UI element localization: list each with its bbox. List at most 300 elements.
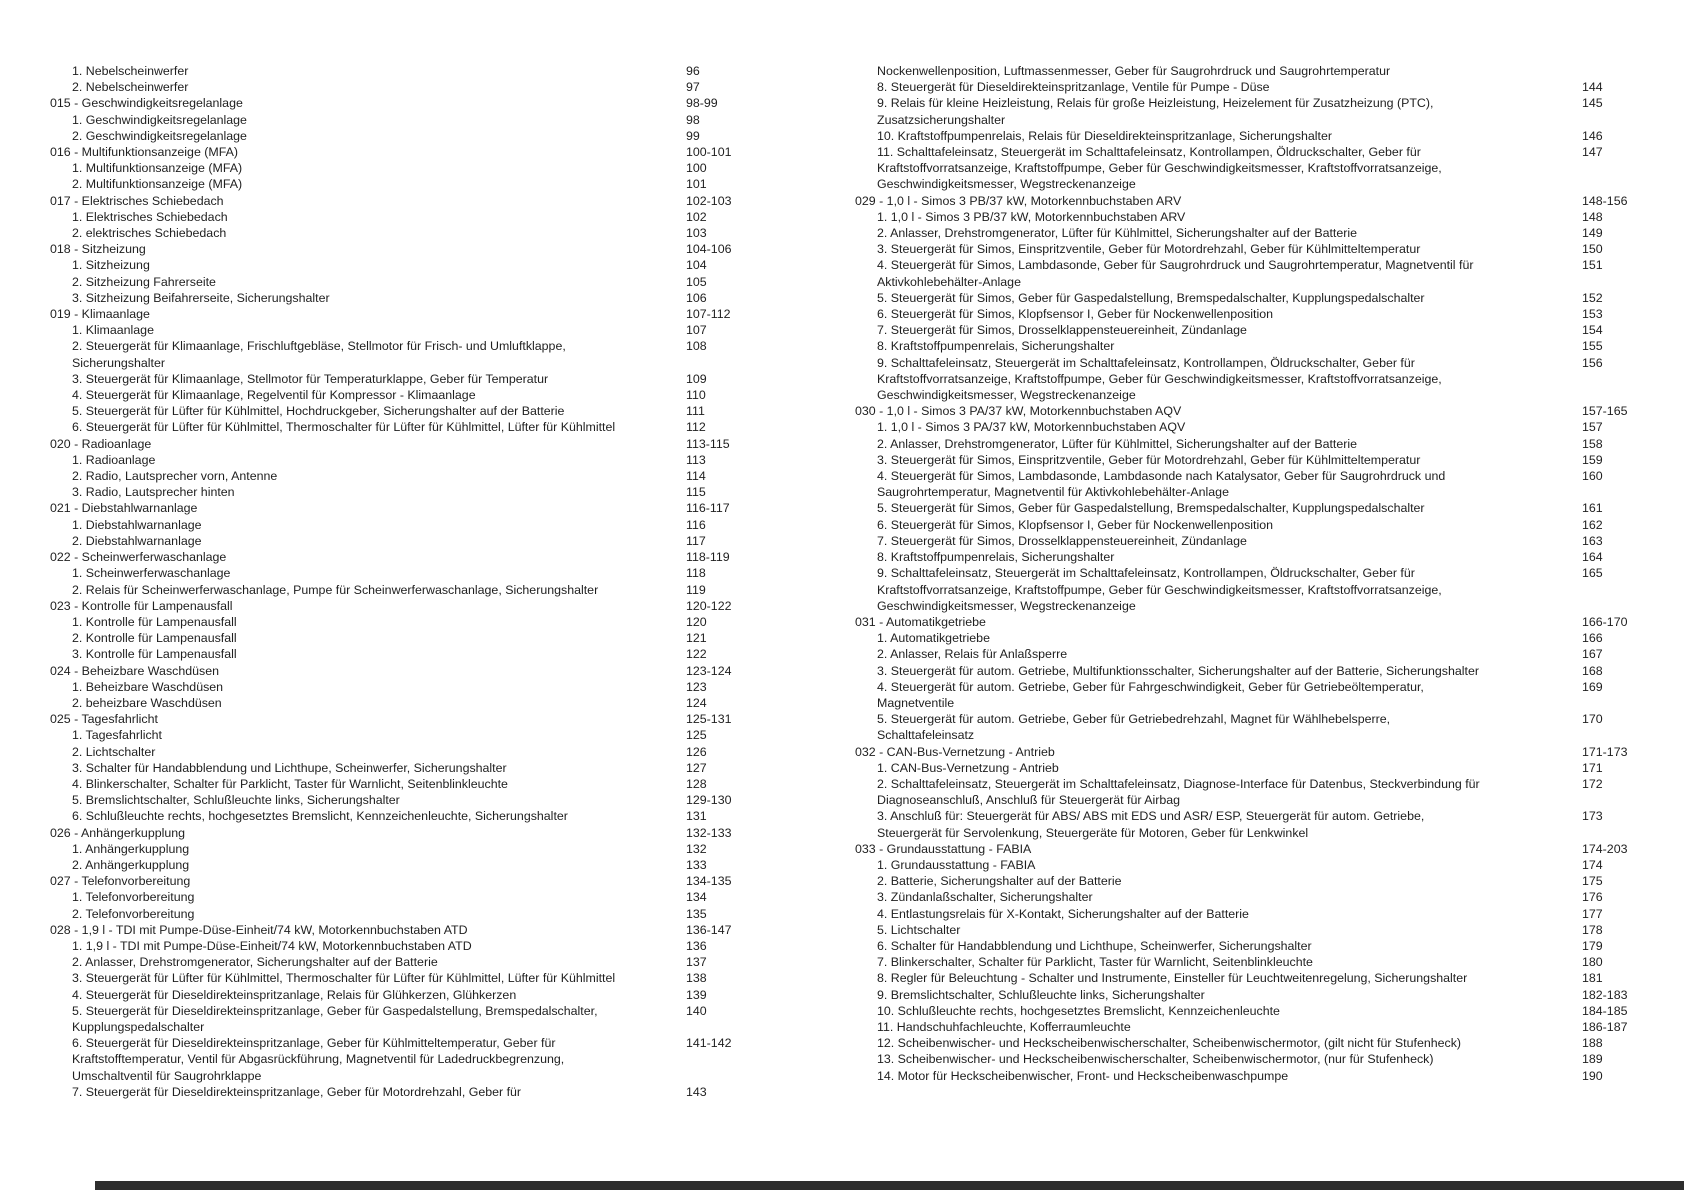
toc-entry (855, 679, 1655, 711)
entry-text: 2. Nebelscheinwerfer (72, 80, 189, 95)
entry-page-number: 118-119 (686, 550, 730, 565)
toc-entry (50, 257, 790, 273)
toc-column-left (50, 63, 790, 1100)
entry-text: 2. Multifunktionsanzeige (MFA) (72, 177, 243, 192)
entry-page-number: 147 (1582, 145, 1603, 160)
entry-text: 1. 1,0 l - Simos 3 PA/37 kW, Motorkennbuchstaben AQV (877, 420, 1186, 435)
entry-text: 7. Steuergerät für Simos, Drosselklappensteuereinheit, Zündanlage (877, 323, 1247, 338)
toc-entry (50, 630, 790, 646)
entry-page-number: 100 (686, 161, 707, 176)
toc-entry (855, 63, 1655, 79)
toc-entry (50, 679, 790, 695)
entry-page-number: 102 (686, 209, 707, 224)
entry-page-number: 128 (686, 776, 707, 791)
toc-entry (855, 436, 1655, 452)
entry-page-number: 119 (686, 582, 706, 597)
entry-page-number: 179 (1582, 938, 1603, 953)
entry-text: 1. Nebelscheinwerfer (72, 64, 189, 78)
toc-entry (50, 889, 790, 905)
entry-text: 13. Scheibenwischer- und Heckscheibenwischerschalter, Scheibenwischermotor, (nur für Stufenheck) (877, 1052, 1434, 1067)
toc-entry (50, 922, 790, 938)
entry-page-number: 166 (1582, 631, 1603, 646)
entry-text: 1. Beheizbare Waschdüsen (72, 679, 224, 694)
entry-page-number: 189 (1582, 1052, 1603, 1067)
entry-text: 3. Steuergerät für Klimaanlage, Stellmotor für Temperaturklappe, Geber für Temperatur (72, 371, 549, 386)
entry-text: 3. Schalter für Handabblendung und Lichthupe, Scheinwerfer, Sicherungshalter (72, 760, 507, 775)
entry-text: 029 - 1,0 l - Simos 3 PB/37 kW, Motorkennbuchstaben ARV (855, 193, 1182, 208)
toc-entry (50, 582, 790, 598)
entry-page-number: 104-106 (686, 242, 732, 257)
toc-entry (855, 922, 1655, 938)
toc-entry (855, 257, 1655, 289)
entry-page-number: 143 (686, 1084, 707, 1099)
entry-page-number: 171 (1582, 760, 1603, 775)
entry-page-number: 171-173 (1582, 744, 1628, 759)
toc-entry (855, 938, 1655, 954)
toc-entry (50, 95, 790, 111)
entry-text: 8. Steuergerät für Dieseldirekteinspritzanlage, Ventile für Pumpe - Düse (877, 80, 1270, 95)
entry-text: 020 - Radioanlage (50, 436, 152, 451)
entry-text: 5. Lichtschalter (877, 922, 961, 937)
toc-entry (50, 419, 790, 435)
entry-page-number: 176 (1582, 890, 1603, 905)
toc-entry (50, 128, 790, 144)
toc-entry (50, 857, 790, 873)
entry-page-number: 99 (686, 128, 700, 143)
toc-entry (50, 873, 790, 889)
entry-text: 2. Batterie, Sicherungshalter auf der Batterie (877, 874, 1122, 889)
toc-entry (855, 808, 1655, 840)
next-page-edge-bar (95, 1181, 1684, 1190)
toc-entry (50, 176, 790, 192)
entry-text: 018 - Sitzheizung (50, 242, 146, 257)
entry-text: 4. Steuergerät für Dieseldirekteinspritzanlage, Relais für Glühkerzen, Glühkerzen (72, 987, 517, 1002)
toc-entry (855, 744, 1655, 760)
entry-text: 016 - Multifunktionsanzeige (MFA) (50, 145, 239, 160)
entry-text: 1. Sitzheizung (72, 258, 150, 273)
entry-text: 3. Steuergerät für Simos, Einspritzventile, Geber für Motordrehzahl, Geber für Kühlmitteltemperatur (877, 452, 1421, 467)
entry-text: 14. Motor für Heckscheibenwischer, Front- und Heckscheibenwaschpumpe (877, 1068, 1289, 1083)
entry-text: 6. Steuergerät für Dieseldirekteinspritzanlage, Geber für Kühlmitteltemperatur, Geber für Kraftstofftemperatur, Ventil für Abgasrückführung, Magnetventil für Ladedruckbegrenzung, Umschaltventil für Saugrohrklappe (72, 1036, 565, 1083)
toc-entry (50, 792, 790, 808)
toc-entry (50, 517, 790, 533)
entry-text: 030 - 1,0 l - Simos 3 PA/37 kW, Motorkennbuchstaben AQV (855, 404, 1182, 419)
entry-page-number: 134-135 (686, 874, 732, 889)
entry-text: 1. Geschwindigkeitsregelanlage (72, 112, 247, 127)
entry-text: Nockenwellenposition, Luftmassenmesser, Geber für Saugrohrdruck und Saugrohrtemperatur (877, 64, 1391, 78)
toc-entry (50, 954, 790, 970)
toc-entry (855, 128, 1655, 144)
entry-text: 031 - Automatikgetriebe (855, 614, 986, 629)
entry-text: 6. Steuergerät für Lüfter für Kühlmittel, Thermoschalter für Lüfter für Kühlmittel, Lüfter für Kühlmittel (72, 420, 616, 435)
entry-text: 022 - Scheinwerferwaschanlage (50, 550, 227, 565)
entry-text: 5. Steuergerät für Simos, Geber für Gaspedalstellung, Bremspedalschalter, Kupplungspedalschalter (877, 501, 1425, 516)
toc-entry (855, 322, 1655, 338)
entry-text: 3. Sitzheizung Beifahrerseite, Sicherungshalter (72, 290, 330, 305)
toc-entry (855, 95, 1655, 127)
toc-entry (855, 906, 1655, 922)
entry-text: 9. Schalttafeleinsatz, Steuergerät im Schalttafeleinsatz, Kontrollampen, Öldruckschalter, Geber für Kraftstoffvorratsanzeige, Kraftstoffpumpe, Geber für Geschwindigkeitsmesser, Kraftstoffvorratsanzeige, Geschwindigkeitsmesser, Wegstreckenanzeige (877, 566, 1442, 613)
entry-text: 2. Geschwindigkeitsregelanlage (72, 128, 247, 143)
entry-text: 9. Relais für kleine Heizleistung, Relais für große Heizleistung, Heizelement für Zusatzheizung (PTC), Zusatzsicherungshalter (877, 96, 1434, 127)
entry-page-number: 140 (686, 1003, 707, 1018)
entry-text: 4. Steuergerät für Simos, Lambdasonde, Lambdasonde nach Katalysator, Geber für Saugrohrdruck und Saugrohrtemperatur, Magnetventil für Aktivkohlebehälter-Anlage (877, 469, 1446, 500)
entry-page-number: 123 (686, 679, 707, 694)
entry-text: 2. Anlasser, Drehstromgenerator, Lüfter für Kühlmittel, Sicherungshalter auf der Batterie (877, 436, 1358, 451)
entry-page-number: 190 (1582, 1068, 1603, 1083)
entry-page-number: 108 (686, 339, 707, 354)
toc-entry (50, 338, 790, 370)
toc-entry (50, 776, 790, 792)
entry-page-number: 123-124 (686, 663, 732, 678)
entry-text: 019 - Klimaanlage (50, 307, 150, 322)
entry-text: 033 - Grundausstattung - FABIA (855, 841, 1032, 856)
toc-entry (50, 500, 790, 516)
toc-entry (50, 727, 790, 743)
entry-text: 1. 1,0 l - Simos 3 PB/37 kW, Motorkennbuchstaben ARV (877, 209, 1186, 224)
toc-entry (855, 144, 1655, 193)
entry-text: 1. Elektrisches Schiebedach (72, 209, 228, 224)
toc-entry (855, 500, 1655, 516)
entry-text: 2. Anlasser, Drehstromgenerator, Lüfter für Kühlmittel, Sicherungshalter auf der Batterie (877, 226, 1358, 241)
toc-entry (50, 646, 790, 662)
entry-page-number: 168 (1582, 663, 1603, 678)
entry-text: 024 - Beheizbare Waschdüsen (50, 663, 219, 678)
entry-text: 023 - Kontrolle für Lampenausfall (50, 598, 233, 613)
entry-text: 8. Kraftstoffpumpenrelais, Sicherungshalter (877, 550, 1115, 565)
toc-entry (855, 290, 1655, 306)
entry-text: 8. Regler für Beleuchtung - Schalter und Instrumente, Einsteller für Leuchtweitenregelung, Sicherungshalter (877, 971, 1468, 986)
toc-entry (50, 841, 790, 857)
entry-page-number: 180 (1582, 955, 1603, 970)
entry-page-number: 112 (686, 420, 706, 435)
entry-page-number: 125 (686, 728, 707, 743)
entry-page-number: 97 (686, 80, 700, 95)
toc-entry (855, 306, 1655, 322)
toc-entry (855, 403, 1655, 419)
toc-entry (855, 517, 1655, 533)
entry-text: 1. Radioanlage (72, 452, 156, 467)
toc-entry (855, 209, 1655, 225)
toc-entry (50, 614, 790, 630)
toc-entry (855, 970, 1655, 986)
entry-text: 5. Steuergerät für Lüfter für Kühlmittel, Hochdruckgeber, Sicherungshalter auf der Batterie (72, 404, 565, 419)
entry-page-number: 148-156 (1582, 193, 1628, 208)
toc-entry (855, 889, 1655, 905)
toc-entry (855, 873, 1655, 889)
toc-entry (50, 274, 790, 290)
entry-text: 2. Relais für Scheinwerferwaschanlage, Pumpe für Scheinwerferwaschanlage, Sicherungshalter (72, 582, 599, 597)
toc-entry (50, 452, 790, 468)
entry-text: 2. Steuergerät für Klimaanlage, Frischluftgebläse, Stellmotor für Frisch- und Umluftklappe, Sicherungshalter (72, 339, 566, 370)
toc-entry (855, 225, 1655, 241)
toc-entry (50, 290, 790, 306)
toc-entry (50, 387, 790, 403)
entry-page-number: 120-122 (686, 598, 732, 613)
entry-page-number: 129-130 (686, 793, 732, 808)
toc-entry (50, 306, 790, 322)
toc-entry (855, 565, 1655, 614)
entry-page-number: 177 (1582, 906, 1603, 921)
entry-text: 3. Radio, Lautsprecher hinten (72, 485, 235, 500)
entry-text: 2. Sitzheizung Fahrerseite (72, 274, 216, 289)
toc-entry (50, 549, 790, 565)
entry-page-number: 182-183 (1582, 987, 1628, 1002)
entry-text: 11. Handschuhfachleuchte, Kofferraumleuchte (877, 1019, 1131, 1034)
entry-page-number: 150 (1582, 242, 1603, 257)
toc-entry (50, 1084, 790, 1100)
entry-page-number: 117 (686, 533, 706, 548)
toc-entry (855, 1003, 1655, 1019)
entry-page-number: 152 (1582, 290, 1603, 305)
entry-text: 1. Grundausstattung - FABIA (877, 857, 1036, 872)
toc-entry (50, 193, 790, 209)
entry-text: 5. Bremslichtschalter, Schlußleuchte links, Sicherungshalter (72, 793, 400, 808)
entry-page-number: 100-101 (686, 145, 732, 160)
entry-text: 7. Steuergerät für Simos, Drosselklappensteuereinheit, Zündanlage (877, 533, 1247, 548)
entry-text: 015 - Geschwindigkeitsregelanlage (50, 96, 243, 111)
entry-text: 025 - Tagesfahrlicht (50, 712, 158, 727)
entry-text: 1. Anhängerkupplung (72, 841, 190, 856)
toc-entry (855, 776, 1655, 808)
entry-page-number: 151 (1582, 258, 1603, 273)
entry-text: 1. Multifunktionsanzeige (MFA) (72, 161, 243, 176)
entry-text: 7. Blinkerschalter, Schalter für Parklicht, Taster für Warnlicht, Seitenblinkleuchte (877, 955, 1313, 970)
entry-page-number: 114 (686, 469, 706, 484)
toc-entry (855, 614, 1655, 630)
entry-page-number: 127 (686, 760, 707, 775)
entry-page-number: 121 (686, 631, 707, 646)
entry-page-number: 135 (686, 906, 707, 921)
entry-text: 2. Anlasser, Drehstromgenerator, Sicherungshalter auf der Batterie (72, 955, 438, 970)
toc-entry (50, 63, 790, 79)
entry-text: 026 - Anhängerkupplung (50, 825, 186, 840)
toc-entry (50, 1003, 790, 1035)
entry-text: 1. Diebstahlwarnanlage (72, 517, 202, 532)
entry-page-number: 166-170 (1582, 614, 1628, 629)
entry-page-number: 141-142 (686, 1036, 732, 1051)
entry-text: 2. Kontrolle für Lampenausfall (72, 631, 237, 646)
toc-entry (50, 436, 790, 452)
entry-page-number: 138 (686, 971, 707, 986)
entry-page-number: 113 (686, 452, 706, 467)
entry-text: 6. Steuergerät für Simos, Klopfsensor I, Geber für Nockenwellenposition (877, 307, 1274, 322)
entry-page-number: 122 (686, 647, 707, 662)
entry-page-number: 153 (1582, 307, 1603, 322)
toc-entry (50, 1035, 790, 1084)
entry-page-number: 120 (686, 614, 707, 629)
entry-page-number: 146 (1582, 128, 1603, 143)
entry-page-number: 125-131 (686, 712, 732, 727)
entry-text: 1. Klimaanlage (72, 323, 154, 338)
toc-entry (50, 322, 790, 338)
entry-text: 3. Steuergerät für autom. Getriebe, Multifunktionsschalter, Sicherungshalter auf der Batterie, Sicherungshalter (877, 663, 1479, 678)
toc-entry (855, 1068, 1655, 1084)
entry-page-number: 102-103 (686, 193, 732, 208)
entry-page-number: 144 (1582, 80, 1603, 95)
toc-entry (855, 1019, 1655, 1035)
toc-entry (855, 646, 1655, 662)
entry-page-number: 157 (1582, 420, 1603, 435)
toc-entry (50, 987, 790, 1003)
entry-page-number: 106 (686, 290, 707, 305)
entry-page-number: 131 (686, 809, 707, 824)
toc-entry (855, 468, 1655, 500)
entry-text: 2. Diebstahlwarnanlage (72, 533, 202, 548)
toc-entry (50, 663, 790, 679)
toc-entry (50, 906, 790, 922)
entry-page-number: 124 (686, 695, 707, 710)
toc-entry (855, 954, 1655, 970)
toc-entry (50, 241, 790, 257)
entry-text: 1. CAN-Bus-Vernetzung - Antrieb (877, 760, 1059, 775)
entry-page-number: 115 (686, 485, 706, 500)
entry-text: 5. Steuergerät für Dieseldirekteinspritzanlage, Geber für Gaspedalstellung, Bremspedalschalter, Kupplungspedalschalter (72, 1003, 598, 1034)
entry-page-number: 116-117 (686, 501, 730, 516)
toc-entry (50, 371, 790, 387)
entry-page-number: 161 (1582, 501, 1603, 516)
entry-page-number: 98 (686, 112, 700, 127)
entry-text: 1. Tagesfahrlicht (72, 728, 163, 743)
toc-entry (855, 841, 1655, 857)
entry-page-number: 109 (686, 371, 707, 386)
entry-text: 6. Steuergerät für Simos, Klopfsensor I, Geber für Nockenwellenposition (877, 517, 1274, 532)
entry-page-number: 132 (686, 841, 707, 856)
entry-page-number: 158 (1582, 436, 1603, 451)
entry-page-number: 165 (1582, 566, 1603, 581)
entry-page-number: 178 (1582, 922, 1603, 937)
entry-text: 1. Automatikgetriebe (877, 631, 990, 646)
entry-page-number: 104 (686, 258, 707, 273)
entry-page-number: 132-133 (686, 825, 732, 840)
toc-entry (855, 533, 1655, 549)
entry-page-number: 175 (1582, 874, 1603, 889)
toc-entry (855, 1051, 1655, 1067)
entry-text: 2. elektrisches Schiebedach (72, 226, 227, 241)
entry-page-number: 172 (1582, 776, 1603, 791)
entry-text: 1. Scheinwerferwaschanlage (72, 566, 231, 581)
entry-text: 5. Steuergerät für Simos, Geber für Gaspedalstellung, Bremspedalschalter, Kupplungspedalschalter (877, 290, 1425, 305)
toc-entry (855, 355, 1655, 404)
entry-page-number: 155 (1582, 339, 1603, 354)
entry-text: 032 - CAN-Bus-Vernetzung - Antrieb (855, 744, 1055, 759)
entry-text: 4. Entlastungsrelais für X-Kontakt, Sicherungshalter auf der Batterie (877, 906, 1249, 921)
entry-text: 2. Lichtschalter (72, 744, 156, 759)
entry-page-number: 111 (686, 404, 705, 419)
entry-text: 3. Kontrolle für Lampenausfall (72, 647, 237, 662)
entry-page-number: 159 (1582, 452, 1603, 467)
entry-page-number: 148 (1582, 209, 1603, 224)
toc-entry (855, 987, 1655, 1003)
toc-entry (50, 225, 790, 241)
entry-text: 4. Steuergerät für Simos, Lambdasonde, Geber für Saugrohrdruck und Saugrohrtemperatur, Magnetventil für Aktivkohlebehälter-Anlage (877, 258, 1474, 289)
toc-entry (855, 79, 1655, 95)
toc-entry (50, 79, 790, 95)
entry-page-number: 154 (1582, 323, 1603, 338)
entry-text: 8. Kraftstoffpumpenrelais, Sicherungshalter (877, 339, 1115, 354)
entry-page-number: 157-165 (1582, 404, 1628, 419)
entry-page-number: 136 (686, 938, 707, 953)
entry-page-number: 113-115 (686, 436, 730, 451)
entry-page-number: 139 (686, 987, 707, 1002)
toc-entry (855, 663, 1655, 679)
entry-page-number: 126 (686, 744, 707, 759)
entry-page-number: 103 (686, 226, 707, 241)
toc-entry (50, 533, 790, 549)
toc-entry (50, 144, 790, 160)
toc-entry (50, 760, 790, 776)
entry-page-number: 105 (686, 274, 707, 289)
entry-page-number: 98-99 (686, 96, 718, 111)
toc-entry (855, 630, 1655, 646)
entry-text: 11. Schalttafeleinsatz, Steuergerät im Schalttafeleinsatz, Kontrollampen, Öldruckschalter, Geber für Kraftstoffvorratsanzeige, Kraftstoffpumpe, Geber für Geschwindigkeitsmesser, Kraftstoffvorratsanzeige, Geschwindigkeitsmesser, Wegstreckenanzeige (877, 145, 1442, 192)
toc-entry (855, 549, 1655, 565)
toc-entry (50, 484, 790, 500)
toc-entry (50, 744, 790, 760)
entry-page-number: 96 (686, 64, 700, 78)
entry-text: 10. Kraftstoffpumpenrelais, Relais für Dieseldirekteinspritzanlage, Sicherungshalter (877, 128, 1333, 143)
toc-entry (50, 970, 790, 986)
entry-page-number: 173 (1582, 809, 1603, 824)
toc-entry (50, 403, 790, 419)
entry-page-number: 145 (1582, 96, 1603, 111)
entry-page-number: 167 (1582, 647, 1603, 662)
entry-text: 3. Steuergerät für Lüfter für Kühlmittel, Thermoschalter für Lüfter für Kühlmittel, Lüfter für Kühlmittel (72, 971, 616, 986)
entry-text: 027 - Telefonvorbereitung (50, 874, 191, 889)
toc-entry (855, 241, 1655, 257)
entry-page-number: 160 (1582, 469, 1603, 484)
toc-column-right (855, 63, 1655, 1084)
entry-text: 4. Steuergerät für autom. Getriebe, Geber für Fahrgeschwindigkeit, Geber für Getriebeöltemperatur, Magnetventile (877, 679, 1424, 710)
entry-page-number: 134 (686, 890, 707, 905)
entry-text: 021 - Diebstahlwarnanlage (50, 501, 198, 516)
entry-page-number: 110 (686, 388, 706, 403)
entry-page-number: 188 (1582, 1036, 1603, 1051)
toc-entry (50, 825, 790, 841)
entry-page-number: 174 (1582, 857, 1603, 872)
entry-page-number: 170 (1582, 712, 1603, 727)
entry-page-number: 118 (686, 566, 706, 581)
entry-text: 9. Schalttafeleinsatz, Steuergerät im Schalttafeleinsatz, Kontrollampen, Öldruckschalter, Geber für Kraftstoffvorratsanzeige, Kraftstoffpumpe, Geber für Geschwindigkeitsmesser, Kraftstoffvorratsanzeige, Geschwindigkeitsmesser, Wegstreckenanzeige (877, 355, 1442, 403)
entry-text: 1. Telefonvorbereitung (72, 890, 195, 905)
entry-text: 3. Zündanlaßschalter, Sicherungshalter (877, 890, 1093, 905)
toc-entry (50, 808, 790, 824)
entry-page-number: 169 (1582, 679, 1603, 694)
entry-text: 4. Steuergerät für Klimaanlage, Regelventil für Kompressor - Klimaanlage (72, 388, 476, 403)
entry-text: 2. Radio, Lautsprecher vorn, Antenne (72, 469, 278, 484)
entry-page-number: 136-147 (686, 922, 732, 937)
entry-page-number: 181 (1582, 971, 1603, 986)
entry-text: 028 - 1,9 l - TDI mit Pumpe-Düse-Einheit/74 kW, Motorkennbuchstaben ATD (50, 922, 468, 937)
entry-text: 7. Steuergerät für Dieseldirekteinspritzanlage, Geber für Motordrehzahl, Geber für (72, 1084, 522, 1099)
entry-page-number: 174-203 (1582, 841, 1628, 856)
entry-page-number: 184-185 (1582, 1003, 1628, 1018)
toc-entry (50, 598, 790, 614)
toc-entry (50, 160, 790, 176)
toc-entry (855, 711, 1655, 743)
toc-entry (855, 1035, 1655, 1051)
toc-entry (855, 760, 1655, 776)
entry-text: 10. Schlußleuchte rechts, hochgesetztes Bremslicht, Kennzeichenleuchte (877, 1003, 1280, 1018)
toc-entry (855, 452, 1655, 468)
entry-page-number: 101 (686, 177, 707, 192)
toc-entry (855, 338, 1655, 354)
entry-page-number: 164 (1582, 550, 1603, 565)
entry-text: 3. Anschluß für: Steuergerät für ABS/ ABS mit EDS und ASR/ ESP, Steuergerät für autom. Getriebe, Steuergerät für Servolenkung, Steuergeräte für Motoren, Geber für Lenkwinkel (877, 809, 1425, 840)
entry-text: 2. Telefonvorbereitung (72, 906, 195, 921)
toc-entry (50, 695, 790, 711)
entry-text: 2. beheizbare Waschdüsen (72, 695, 222, 710)
